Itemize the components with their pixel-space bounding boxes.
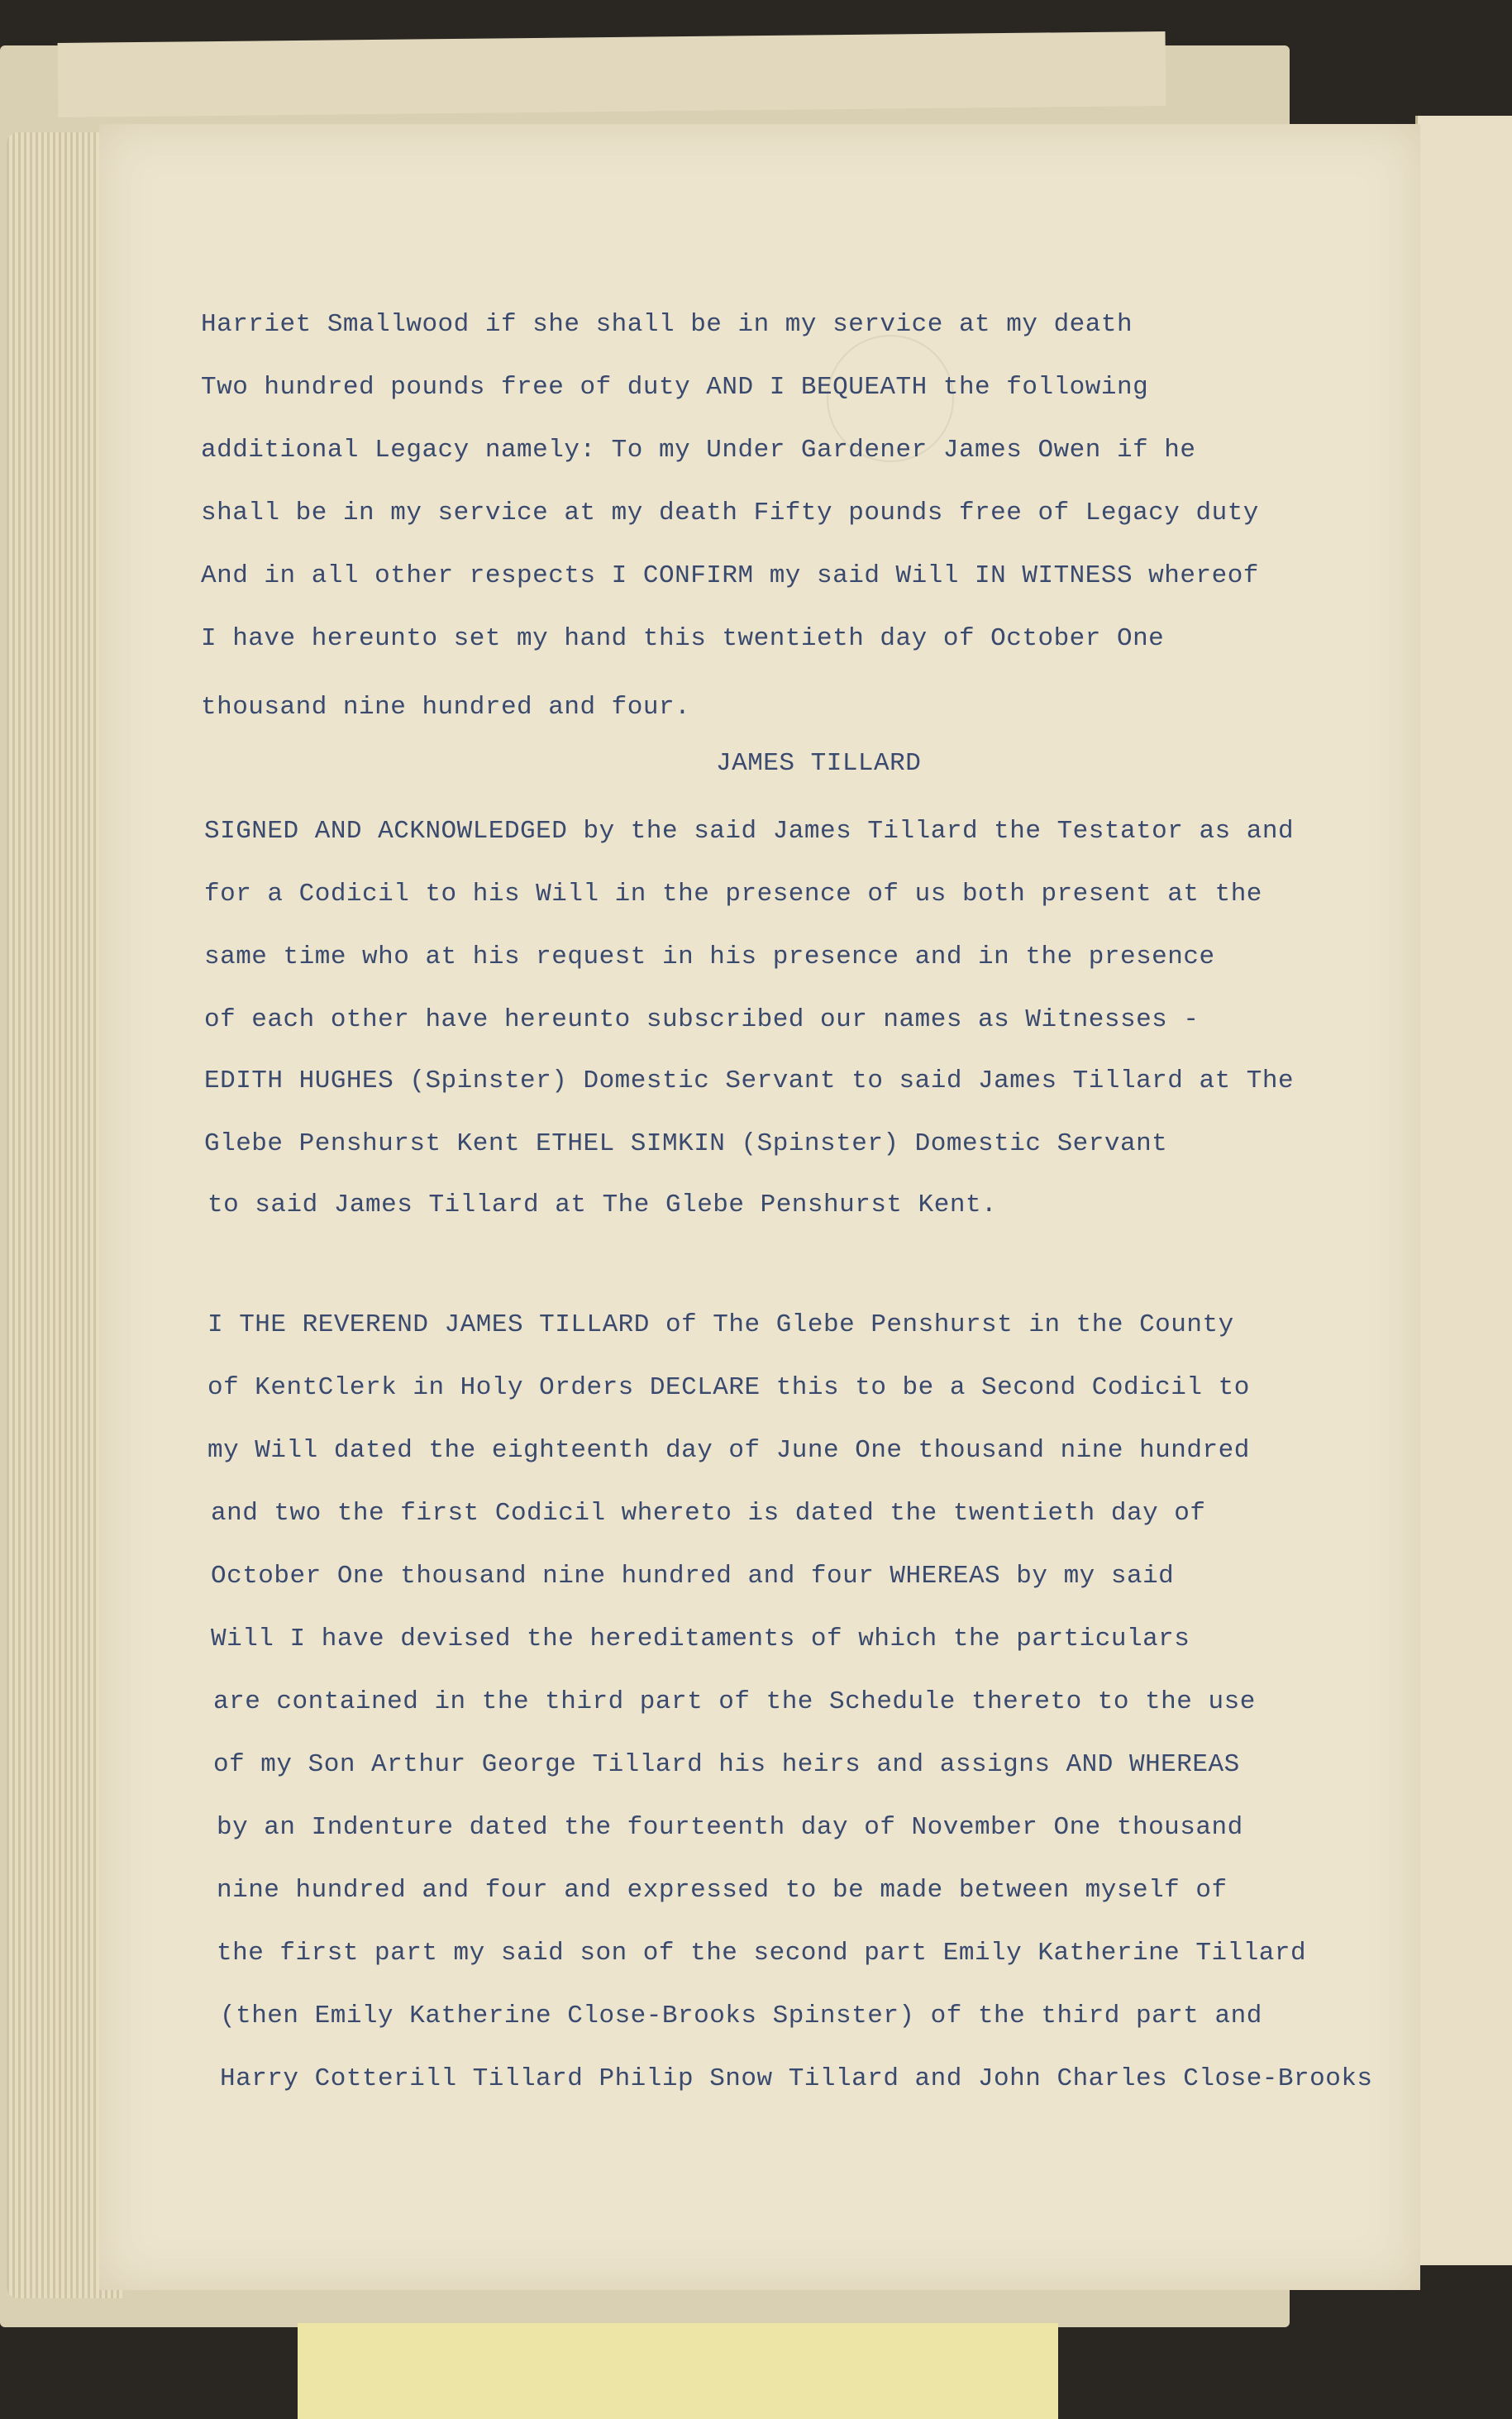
text-line: Harriet Smallwood if she shall be in my service at my death	[201, 310, 1133, 339]
text-line: I THE REVEREND JAMES TILLARD of The Glebe Penshurst in the County	[207, 1310, 1234, 1339]
text-line: for a Codicil to his Will in the presence of us both present at the	[204, 880, 1262, 909]
right-facing-page	[1415, 116, 1512, 2265]
text-line: of each other have hereunto subscribed our names as Witnesses -	[204, 1005, 1200, 1034]
text-line: are contained in the third part of the Schedule thereto to the use	[213, 1687, 1256, 1716]
top-sheet-edge	[58, 31, 1166, 117]
text-line: same time who at his request in his presence and in the presence	[204, 942, 1215, 971]
text-line: the first part my said son of the second part Emily Katherine Tillard	[217, 1939, 1307, 1968]
yellow-tab	[298, 2323, 1058, 2419]
text-line: by an Indenture dated the fourteenth day of November One thousand	[217, 1813, 1243, 1842]
text-line: October One thousand nine hundred and four WHEREAS by my said	[211, 1562, 1175, 1591]
text-line: Glebe Penshurst Kent ETHEL SIMKIN (Spinster) Domestic Servant	[204, 1129, 1168, 1158]
signature-name: JAMES TILLARD	[716, 749, 922, 778]
text-line: Will I have devised the hereditaments of which the particulars	[211, 1625, 1190, 1653]
text-line: my Will dated the eighteenth day of June One thousand nine hundred	[207, 1436, 1250, 1465]
text-line: Two hundred pounds free of duty AND I BEQUEATH the following	[201, 373, 1149, 402]
text-line: additional Legacy namely: To my Under Gardener James Owen if he	[201, 436, 1196, 465]
text-line: SIGNED AND ACKNOWLEDGED by the said James Tillard the Testator as and	[204, 817, 1295, 846]
text-line: EDITH HUGHES (Spinster) Domestic Servant to said James Tillard at The	[204, 1066, 1295, 1095]
text-line: of KentClerk in Holy Orders DECLARE this to be a Second Codicil to	[207, 1373, 1250, 1402]
text-line: I have hereunto set my hand this twentieth day of October One	[201, 624, 1165, 653]
text-line: and two the first Codicil whereto is dated the twentieth day of	[211, 1499, 1206, 1528]
text-line: thousand nine hundred and four.	[201, 693, 691, 722]
text-line: to said James Tillard at The Glebe Penshurst Kent.	[207, 1190, 998, 1219]
text-line: shall be in my service at my death Fifty pounds free of Legacy duty	[201, 499, 1259, 527]
text-line: (then Emily Katherine Close-Brooks Spinster) of the third part and	[220, 2002, 1262, 2030]
text-line: of my Son Arthur George Tillard his heirs and assigns AND WHEREAS	[213, 1750, 1240, 1779]
text-line: And in all other respects I CONFIRM my said Will IN WITNESS whereof	[201, 561, 1259, 590]
text-line: nine hundred and four and expressed to be made between myself of	[217, 1876, 1228, 1905]
text-line: Harry Cotterill Tillard Philip Snow Tillard and John Charles Close-Brooks	[220, 2064, 1373, 2093]
